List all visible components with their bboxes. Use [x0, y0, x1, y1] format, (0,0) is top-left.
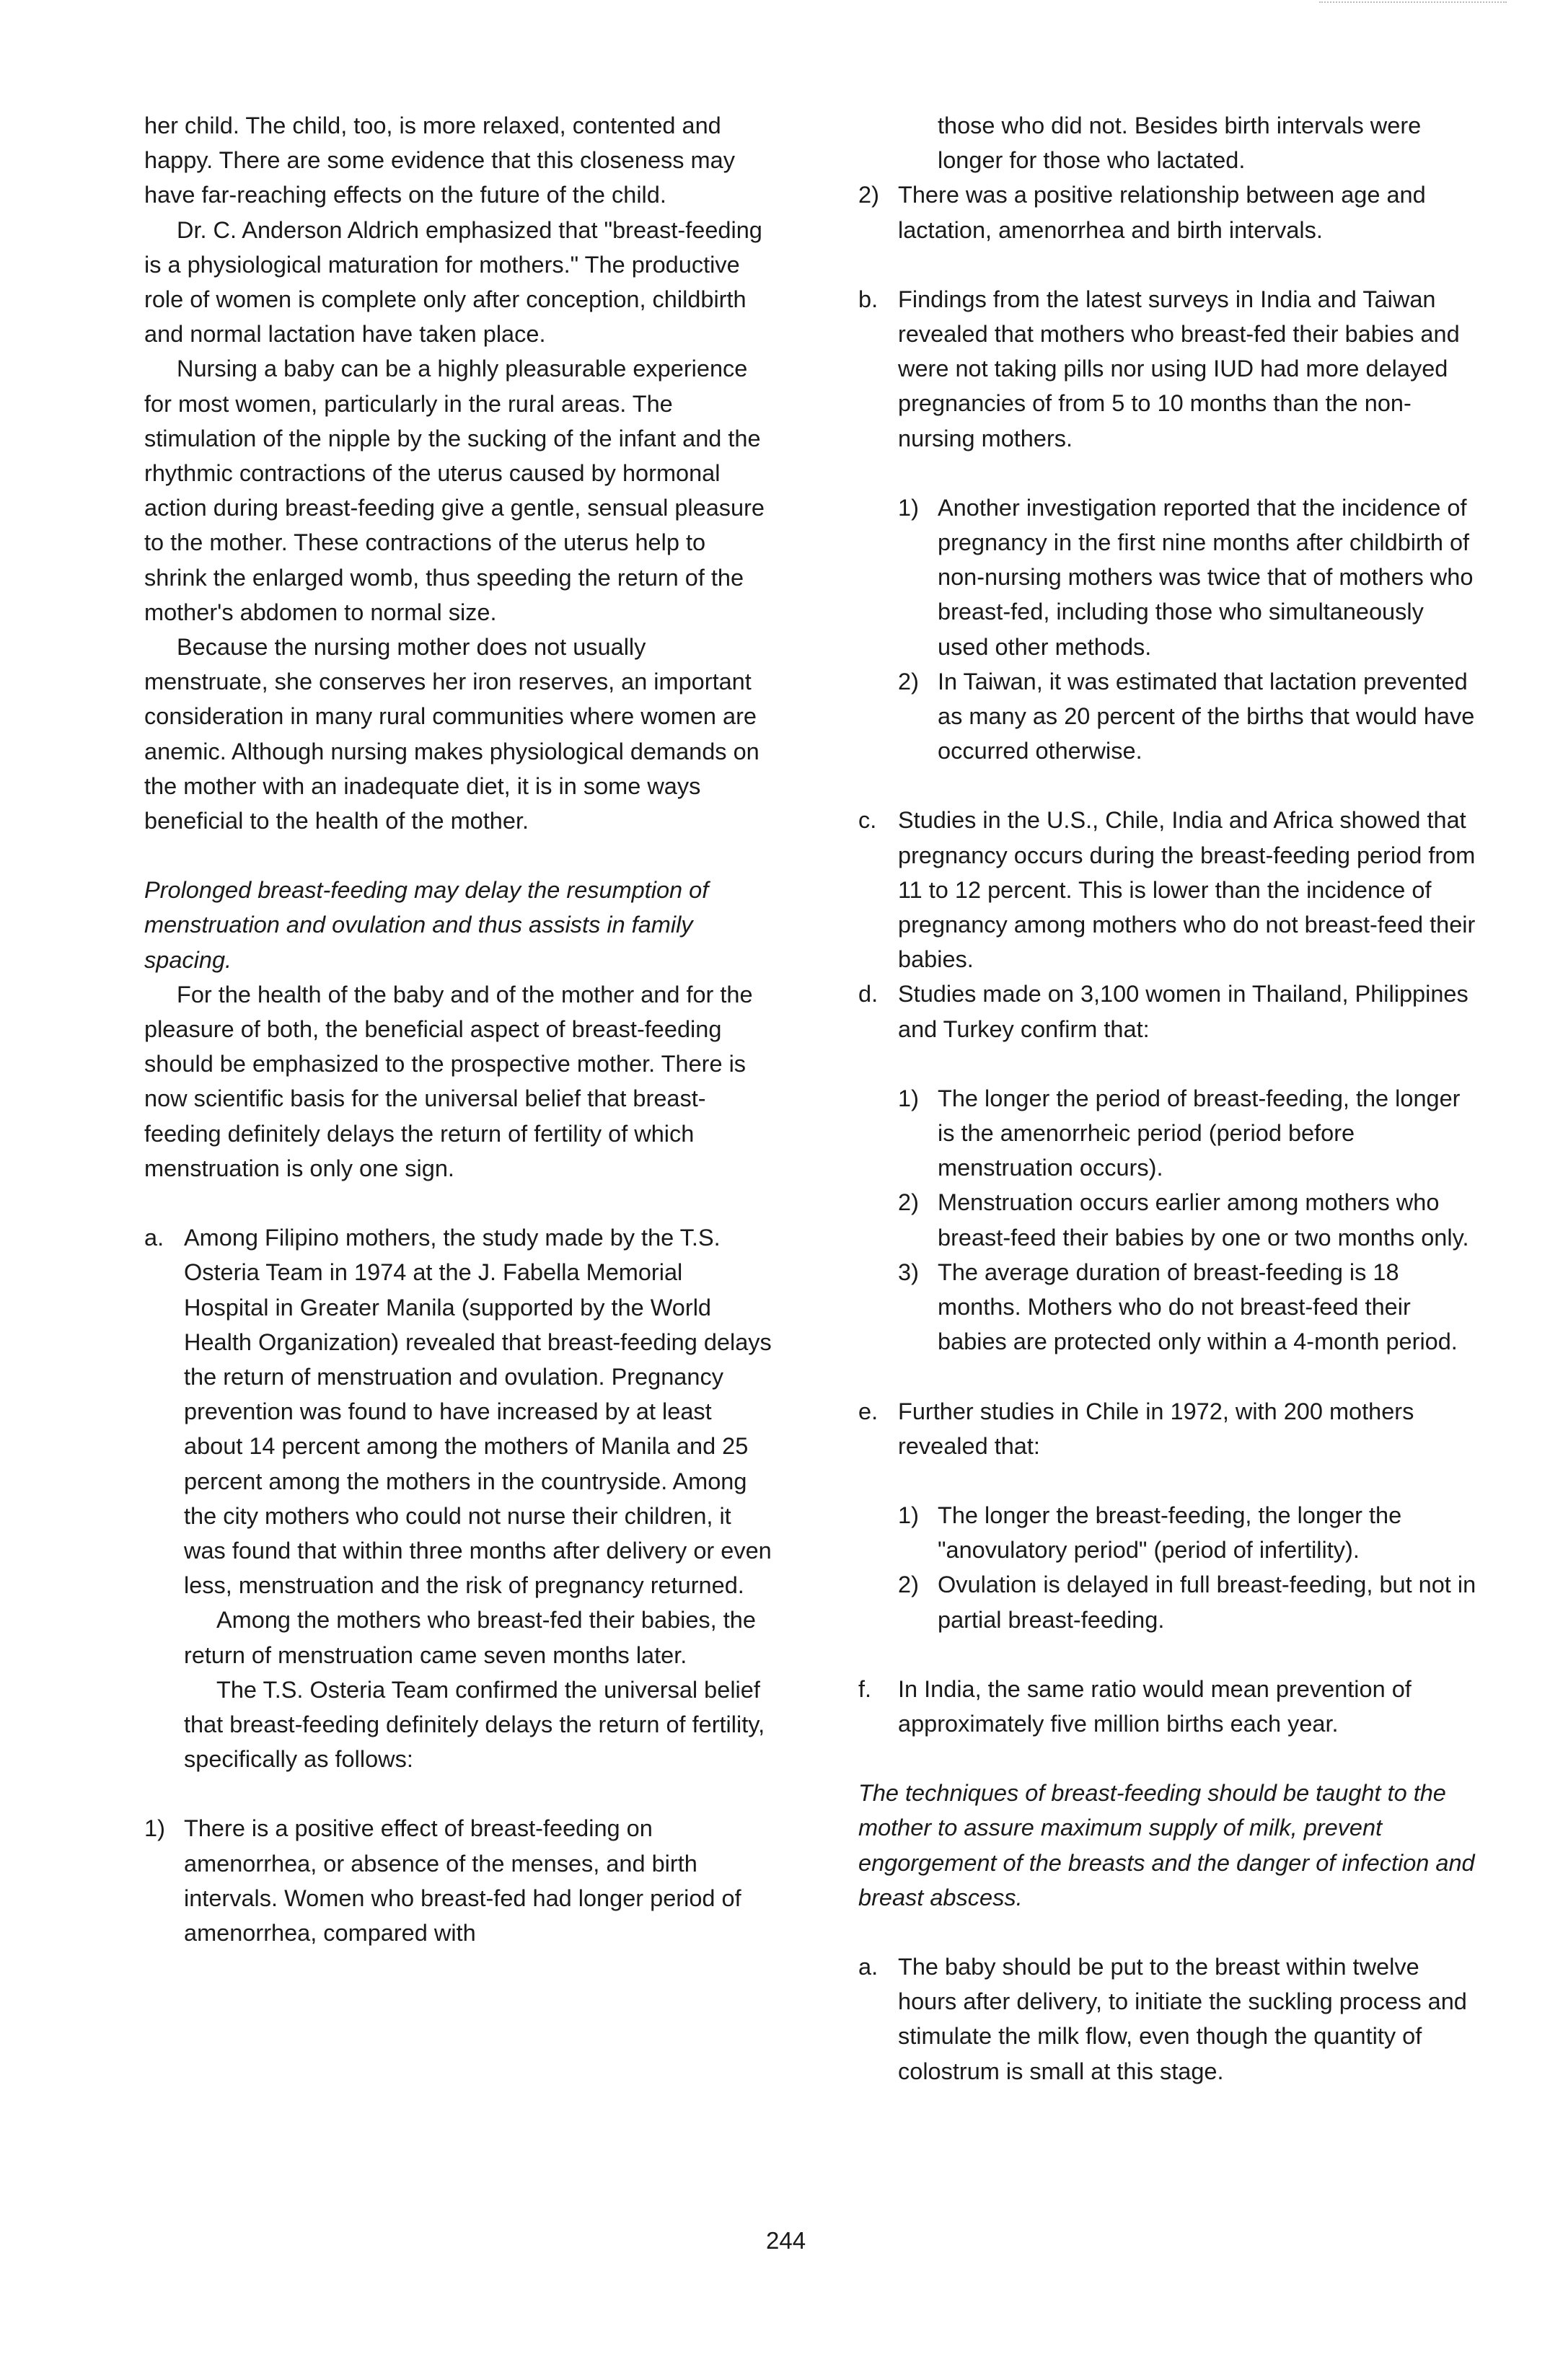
paragraph: Because the nursing mother does not usually menstruate, she conserves her iron reserves, an important consideration in many rural communities where women are anemic. Although nursing makes physiological demands on the mother with an inadequate diet, it is in some ways beneficial to the health of the mother. [144, 634, 759, 834]
paragraph: For the health of the baby and of the mother and for the pleasure of both, the beneficial aspect of breast-feeding should be emphasized to the prospective mother. There is now scientific basis for the universal belief that breast-feeding definitely delays the return of fertility of which menstruation is only one sign. [144, 981, 753, 1181]
list-item-b1 [898, 490, 1479, 664]
paragraph: Dr. C. Anderson Aldrich emphasized that "breast-feeding is a physiological maturation for mothers." The productive role of women is complete only after conception, childbirth and normal lactation have taken place. [144, 216, 762, 348]
list-item-f [858, 1672, 1479, 1741]
list-marker: 3) [898, 1259, 919, 1285]
section-heading: The techniques of breast-feeding should be taught to the mother to assure maximum supply of milk, prevent engorgement of the breasts and the danger of infection and breast abscess. [858, 1780, 1475, 1910]
list-item-text: There was a positive relationship between age and lactation, amenorrhea and birth intervals. [898, 182, 1426, 243]
list-item-text: The average duration of breast-feeding is 18 months. Mothers who do not breast-feed their babies are protected only within a 4-month period. [938, 1259, 1458, 1355]
list-marker: f. [858, 1675, 872, 1702]
list-marker: b. [858, 286, 879, 312]
list-item-c [858, 803, 1479, 977]
section-heading: Prolonged breast-feeding may delay the resumption of menstruation and ovulation and thus assists in family spacing. [144, 877, 709, 973]
list-item-text: In India, the same ratio would mean prevention of approximately five million births each year. [898, 1675, 1412, 1737]
list-item-text: Studies made on 3,100 women in Thailand, Philippines and Turkey confirm that: [898, 981, 1468, 1042]
list-item-b2 [898, 664, 1479, 769]
list-item-b [858, 282, 1479, 456]
list-item-d1 [898, 1081, 1479, 1186]
list-item-text: Ovulation is delayed in full breast-feeding, but not in partial breast-feeding. [938, 1572, 1476, 1633]
list-item-text: Findings from the latest surveys in India and Taiwan revealed that mothers who breast-fed their babies and were not taking pills nor using IUD had more delayed pregnancies of from 5 to 10 months than the non-nursing mothers. [898, 286, 1460, 451]
list-item-text: The baby should be put to the breast within twelve hours after delivery, to initiate the suckling process and stimulate the milk flow, even though the quantity of colostrum is small at this stage. [898, 1953, 1467, 2084]
list-marker: 2) [858, 182, 879, 208]
list-marker: e. [858, 1398, 879, 1424]
list-item-a2 [858, 177, 1479, 247]
top-edge-rule [1319, 1, 1507, 3]
list-item-a1 [144, 1811, 772, 1950]
list-marker: 1) [144, 1815, 165, 1842]
list-item-a1-continued [898, 108, 1479, 177]
list-item-d3 [898, 1255, 1479, 1359]
list-marker: a. [144, 1225, 164, 1251]
list-marker: 2) [898, 1572, 919, 1598]
list-item-a [144, 1220, 772, 1776]
list-item-d [858, 977, 1479, 1046]
list-item-text: Another investigation reported that the incidence of pregnancy in the first nine months after childbirth of non-nursing mothers was twice that of mothers who breast-fed, including those who simultaneously used other methods. [938, 494, 1474, 660]
list-marker: a. [858, 1953, 879, 1980]
list-item-e1 [898, 1498, 1479, 1567]
list-marker: 1) [898, 1085, 919, 1111]
list-item-e [858, 1394, 1479, 1463]
list-item-text: The longer the period of breast-feeding, the longer is the amenorrheic period (period before menstruation occurs). [938, 1085, 1461, 1181]
list-item-text: The longer the breast-feeding, the longer the "anovulatory period" (period of infertility). [938, 1502, 1402, 1564]
list-item-text: There is a positive effect of breast-feeding on amenorrhea, or absence of the menses, and birth intervals. Women who breast-fed had longer period of amenorrhea, compared with [184, 1815, 741, 1946]
list-marker: 1) [898, 1502, 919, 1528]
list-item-text: Among Filipino mothers, the study made by the T.S. Osteria Team in 1974 at the J. Fabella Memorial Hospital in Greater Manila (supported by the World Health Organization) revealed that breast-feeding delays the return of menstruation and ovulation. Pregnancy prevention was found to have increased by at least about 14 percent among the mothers of Manila and 25 percent among the mothers in the countryside. Among the city mothers who could not nurse their children, it was found that within three months after delivery or even less, menstruation and the risk of pregnancy returned. [184, 1225, 772, 1599]
list-item-text: Further studies in Chile in 1972, with 200 mothers revealed that: [898, 1398, 1414, 1459]
paragraph: her child. The child, too, is more relaxed, contented and happy. There are some evidence that this closeness may have far-reaching effects on the future of the child. [144, 113, 735, 208]
list-marker: c. [858, 807, 877, 834]
list-marker: 2) [898, 668, 919, 695]
paragraph: The T.S. Osteria Team confirmed the universal belief that breast-feeding definitely delays the return of fertility, specifically as follows: [184, 1676, 765, 1773]
list-marker: d. [858, 981, 879, 1008]
left-column [144, 108, 772, 1950]
page-number: 244 [766, 2227, 806, 2254]
list-item-text: In Taiwan, it was estimated that lactation prevented as many as 20 percent of the births that would have occurred otherwise. [938, 668, 1475, 764]
list-item-technique-a [858, 1949, 1479, 2089]
list-marker: 1) [898, 494, 919, 521]
list-marker: 2) [898, 1189, 919, 1216]
list-item-text: Menstruation occurs earlier among mothers who breast-feed their babies by one or two months only. [938, 1189, 1469, 1251]
list-item-text: Studies in the U.S., Chile, India and Africa showed that pregnancy occurs during the breast-feeding period from 11 to 12 percent. This is lower than the incidence of pregnancy among mothers who do not breast-feed their babies. [898, 807, 1476, 973]
right-column [858, 108, 1479, 2089]
list-item-e2 [898, 1567, 1479, 1636]
list-item-text: those who did not. Besides birth intervals were longer for those who lactated. [938, 113, 1422, 174]
paragraph: Nursing a baby can be a highly pleasurable experience for most women, particularly in the rural areas. The stimulation of the nipple by the sucking of the infant and the rhythmic contractions of the uterus caused by hormonal action during breast-feeding give a gentle, sensual pleasure to the mother. These contractions of the uterus help to shrink the enlarged womb, thus speeding the return of the mother's abdomen to normal size. [144, 356, 765, 625]
list-item-d2 [898, 1185, 1479, 1254]
paragraph: Among the mothers who breast-fed their babies, the return of menstruation came seven months later. [184, 1607, 756, 1668]
